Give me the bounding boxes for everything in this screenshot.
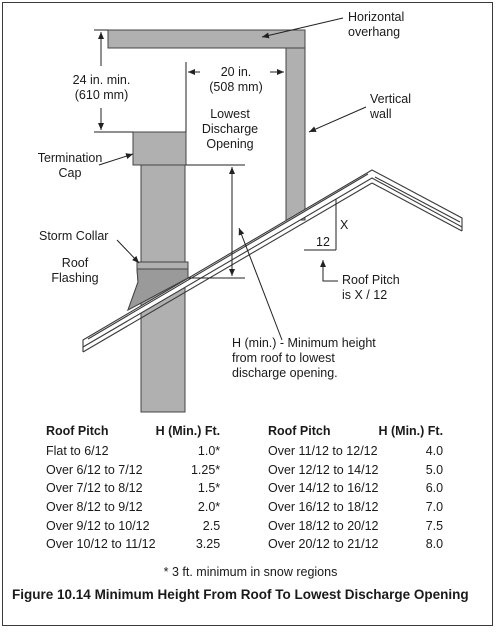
label-pitch-12: 12 — [316, 235, 330, 249]
termination-cap — [133, 132, 186, 165]
roof-pitch-leader — [323, 260, 338, 281]
label-vertical-wall: Vertical wall — [370, 92, 411, 121]
table-row: Over 16/12 to 18/12 7.0 — [268, 500, 444, 515]
label-h-min: H (min.) - Minimum height from roof to lowest discharge opening. — [232, 336, 376, 380]
label-clearance-24in: 24 in. min. (610 mm) — [72, 73, 131, 102]
header-height: H (Min.) Ft. — [378, 424, 444, 438]
table-row: Over 11/12 to 12/12 4.0 — [268, 444, 444, 459]
vertical-wall — [286, 48, 305, 220]
storm-collar-leader — [117, 240, 139, 263]
figure-title: Minimum Height From Roof To Lowest Discharge Opening — [94, 587, 469, 602]
table-row: Over 14/12 to 16/12 6.0 — [268, 481, 444, 496]
label-storm-collar: Storm Collar — [39, 229, 109, 243]
label-roof-pitch: Roof Pitch is X / 12 — [342, 273, 400, 302]
pitch-table-left — [46, 424, 220, 554]
snow-footnote: * 3 ft. minimum in snow regions — [163, 565, 338, 579]
pitch-table-right — [268, 424, 443, 554]
table-row: Over 8/12 to 9/12 2.0* — [46, 500, 221, 515]
roof — [83, 170, 462, 352]
label-roof-flashing: Roof Flashing — [51, 256, 99, 285]
horizontal-overhang — [108, 30, 305, 48]
header-roof-pitch: Roof Pitch — [268, 424, 331, 438]
label-termination-cap: Termination Cap — [37, 151, 103, 180]
table-row: Over 6/12 to 7/12 1.25* — [46, 462, 221, 477]
label-clearance-20in: 20 in. (508 mm) — [209, 65, 263, 94]
table-row: Over 9/12 to 10/12 2.5 — [46, 518, 221, 533]
table-row: Over 7/12 to 8/12 1.5* — [46, 481, 221, 496]
table-row: Over 18/12 to 20/12 7.5 — [268, 518, 444, 533]
figure-number: Figure 10.14 — [12, 587, 91, 602]
table-row: Over 20/12 to 21/12 8.0 — [268, 537, 444, 552]
figure-caption — [12, 587, 482, 603]
header-roof-pitch: Roof Pitch — [46, 424, 109, 438]
label-pitch-x: X — [340, 218, 349, 232]
label-lowest-discharge: Lowest Discharge Opening — [201, 107, 259, 151]
wall-leader — [309, 107, 366, 132]
h-leader — [239, 228, 282, 340]
table-row: Flat to 6/12 1.0* — [46, 444, 221, 459]
table-row: Over 10/12 to 11/12 3.25 — [46, 537, 221, 552]
table-row: Over 12/12 to 14/12 5.0 — [268, 462, 444, 477]
label-horizontal-overhang: Horizontal overhang — [348, 10, 405, 39]
header-height: H (Min.) Ft. — [155, 424, 221, 438]
